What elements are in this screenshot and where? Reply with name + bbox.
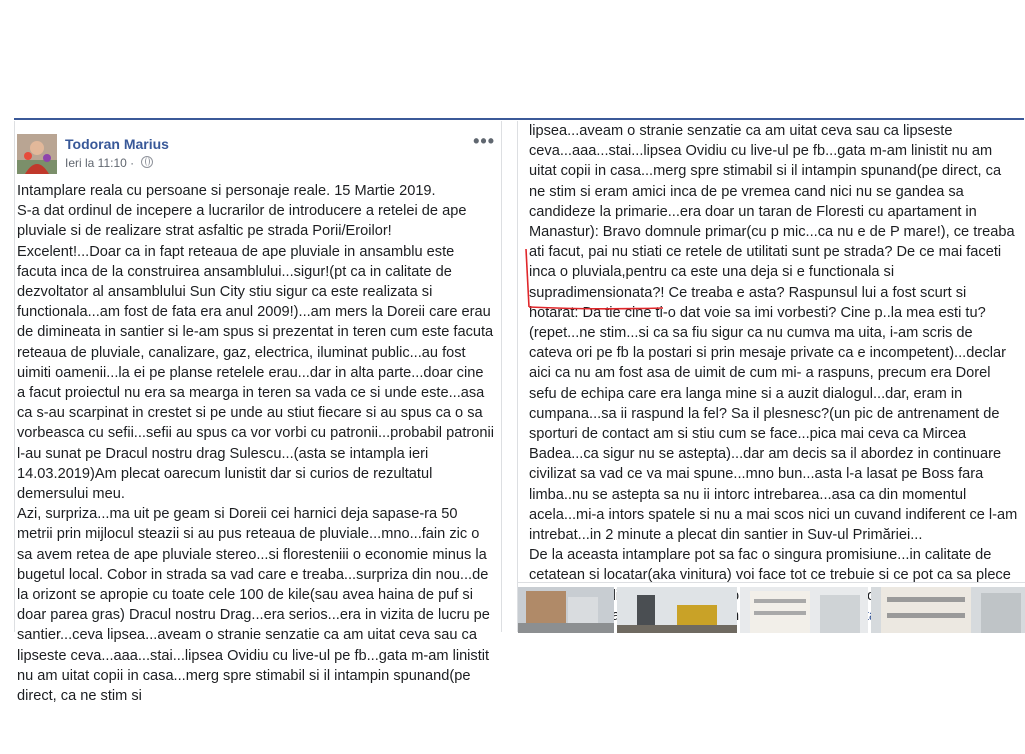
photo-thumbnail[interactable] [518,587,614,633]
paragraph: lipsea...aveam o stranie senzatie ca am uitat ceva sau ca lipseste ceva...aaa...stai...lipsea Ovidiu cu live-ul pe fb...gata m-am linistit nu am uitat copii in casa...merg spre stimabil si il intampin spunand(pe direct, ca ne stim si eram amici inca de pe vremea cand nici nu se gandea sa candideze la primarie...era doar un taran de Floresti cu apartament in Manastur): Bravo domnule primar(cu p mic...ca nu e de P mare!), ce treaba ati facut, pai nu stiati ce retele de utilitati sunt pe strada? De ce mai faceti inca o pluviala,pentru ca este una deja si e functionala si supradimensionata?! Ce treaba e asta? Raspunsul lui a fost scurt si hotarat: Da tie cine ti-o dat voie sa imi vorbesti? Cine p..la mea esti tu?(repet...ne stim...si ca sa fiu sigur ca nu cumva ma uita, i-am scris de cateva ori pe fb la postari si prin mesaje private ca e incompetent)...declar aici ca nu am fost asa de uimit de cum mi- a raspuns, precum era Dorel sefu de echipa care era langa mine si a auzit dialogul...dar, eram in cumpana...sa ii raspund la fel? Sa il plesnesc?(un pic de antrenament de sporturi de contact am si stiu cum se face...pica mai ceva ca Mircea Badea...ca sigur nu se astepta)...dar am decis sa il abordez in continuare civilizat sa vad ce va mai spune...mno bun...asta l-a lasat pe Boss fara limba..nu se astepta sa nu ii intorc intrebarea...asa ca din momentul acela...mi-a intors spatele si nu a mai scos nici un cuvand indiferent ce l-am intrebat...in 2 minute a plecat din santier in Suv-ul Primăriei... [529,123,1018,544]
paragraph-text: De la aceasta intamplare pot sa fac o singura promisiune...in calitate de cetatean si locatar(aka vinitura) voi face tot ce trebuie si ce pot ca sa plece [529,547,1011,584]
post-left [14,121,502,705]
photo-thumbnail[interactable] [871,587,1025,633]
post-right [517,121,1025,632]
avatar[interactable] [17,134,57,174]
timestamp[interactable]: Ieri la 11:10 · [65,156,135,170]
photo-thumbnail[interactable] [740,587,868,633]
paragraph: S-a dat ordinul de incepere a lucrarilor de introducere a retelei de ape pluviale si de realizare strat asfaltic pe strada Porii/Eroilor! Excelent!...Doar ca in fapt reteaua de ape pluviale in ansamblu este facuta inca de la construirea ansamblului...sigur!(pt ca in calitate de dezvoltator al ansamblului Sun City stiu sigur ca este realizata si functionala...am fost de fata era anul 2009!)...am mers la Doreii care erau de dimineata in santier si le-am spus si prezentat in teren cum este facuta reteaua de pluviale, canalizare, gaz, electrica, iluminat public...au fost uimiti oamenii...la ei pe planse retelele erau...dar in alta parte...doar cine a facut proiectul nu era sa mearga in teren sa vada ce si unde este...asa ca s-au scarpinat in crestet si pe unde au stiut fiecare si au spus ca o sa vorbeasca cu sefii...sefii au spus ca vor vorbi cu patronii...probabil patronii l-au sunat pe Dracul nostru drag Sulescu...(asta se intampla ieri 14.03.2019)Am plecat oarecum lunistit dar si curios de rezultatul demersului meu. [17,203,494,503]
photo-strip [518,582,1025,633]
author-name[interactable]: Todoran Marius [65,136,169,152]
post-text-left [17,181,495,706]
post-header [15,121,501,181]
globe-icon [141,156,153,168]
photo-thumbnail[interactable] [617,587,737,633]
red-annotation-mark [518,121,678,321]
post-meta [65,156,153,170]
paragraph: Intamplare reala cu persoane si personaje reale. 15 Martie 2019. [17,183,436,199]
top-border [14,118,1024,120]
paragraph: Azi, surpriza...ma uit pe geam si Doreii cei harnici deja sapase-ra 50 metrii prin mijlocul steazii si au pus reteaua de pluviale...mno...fain zic o sa avem retea de ape pluviale stereo...si floresteniii o economie minus la bugetul local. Cobor in strada sa vad care e treaba...surpriza din nou...de la orizont se apropie cu toate cele 100 de kile(sau avea haina de puf si doar parea gras) Dracul nostru Drag...era serios...era in vizita de lucru pe santier...ceva lipsea...aveam o stranie senzatie ca am uitat ceva sau ca lipseste ceva...aaa...stai...lipsea Ovidiu cu live-ul pe fb...gata m-am linistit nu am uitat copii in casa...merg spre stimabil si il intampin spunand(pe direct, ca ne stim si [17,506,490,705]
more-options-icon[interactable]: ••• [473,131,495,151]
